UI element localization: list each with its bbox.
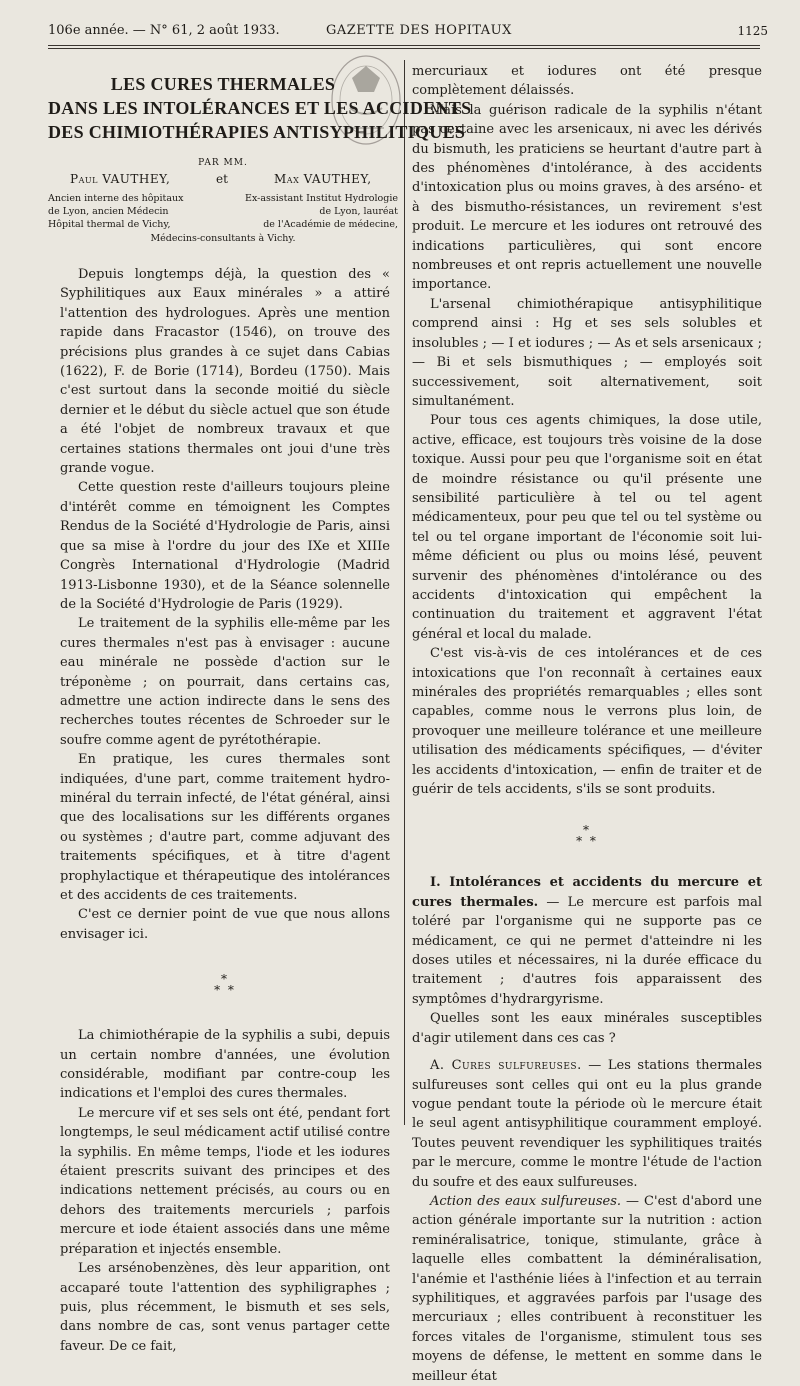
- affiliation-1-line: Ancien interne des hôpitaux: [48, 193, 184, 204]
- header-rule-top: [48, 45, 760, 46]
- paragraph: C'est vis-à-vis de ces intolérances et de ces intoxications que l'on reconnaît à certaines eaux minérales des propriétés remarquables ; elles sont capables, comme nous le verrons plus loin, de provoquer une meilleure tolérance et une meilleure utilisation des médicaments spécifiques, — d'éviter les accidents d'intoxication, — enfin de traiter et de guérir de tels accidents, s'ils se sont produits.: [412, 646, 762, 798]
- paragraph: Cette question reste d'ailleurs toujours pleine d'intérêt comme en témoignent les Comptes Rendus de la Société d'Hydrologie de Paris, ainsi que sa mise à l'ordre du jour des IXe et XIIIe Congrès International d'Hydrologie (Madrid 1913-Lisbonne 1930), et de la Séance solennelle de la Société d'Hydrologie de Paris (1929).: [60, 480, 390, 612]
- article-title-line-3: DES CHIMIOTHÉRAPIES ANTISYPHILITIQUES: [48, 122, 466, 142]
- article-title-line-2: DANS LES INTOLÉRANCES ET LES ACCIDENTS: [48, 98, 472, 118]
- affiliation-2-line: Ex-assistant Institut Hydrologie: [245, 193, 398, 204]
- page-number: 1125: [737, 24, 768, 38]
- affiliation-2: [226, 192, 398, 231]
- author-2: Max VAUTHEY,: [274, 172, 372, 186]
- article-title-block: [48, 72, 472, 245]
- by-line: PAR MM.: [198, 158, 248, 168]
- paragraph: Le traitement de la syphilis elle-même par les cures thermales n'est pas à envisager : aucune eau minérale ne possède d'action sur le tréponème ; on pourrait, dans certains cas, admettre une action indirecte dans le sens des recherches toutes récentes de Schroeder sur le soufre comme agent de pyrétothérapie.: [60, 616, 390, 748]
- action-text: — C'est d'abord une action générale importante sur la nutrition : action reminéralisatrice, tonique, stimulante, grâce à laquelle elles combattent la déminéralisation, l'anémie et l'asthénie liées à l'infection et au terrain syphilitiques, et aggravées parfois par l'usage des mercuriaux ; elles contribuent à reconstituer les forces vitales de l'organisme, stimulent tous ses moyens de défense, le mettent en somme dans le meilleur état: [412, 1193, 762, 1384]
- author-1: Paul VAUTHEY,: [70, 172, 171, 186]
- affiliation-1: [48, 192, 218, 231]
- section-1-text: — Le mercure est parfois mal toléré par l'organisme qui ne supporte pas ce médicament, ce qui ne permet d'atteindre ni les doses utiles et nécessaires, ni la durée efficace du traitement ; d'autres fois apparaissent des symptômes d'hydrargyrisme.: [412, 894, 762, 1007]
- section-1-paragraph: [412, 873, 762, 1009]
- paragraph: Mais la guérison radicale de la syphilis n'étant pas certaine avec les arsenicaux, ni avec les dérivés du bismuth, les praticiens se heurtant d'autre part à des phénomènes d'intolérance, à des accidents d'intoxication plus ou moins graves, à des arséno- et à des bismutho-résistances, un revirement s'est produit. Le mercure et les iodures ont retrouvé des indications particulières, qui sont encore nombreuses et ont repris actuellement une nouvelle importance.: [412, 102, 762, 293]
- affiliations: [48, 192, 398, 232]
- affiliation-1-line: Hôpital thermal de Vichy,: [48, 219, 171, 230]
- action-label: Action des eaux sulfureuses.: [430, 1193, 621, 1209]
- authors: [48, 172, 398, 192]
- issue-info: 106e année. — N° 61, 2 août 1933.: [48, 23, 280, 38]
- paragraph: mercuriaux et iodures ont été presque complètement délaissés.: [412, 64, 762, 99]
- affiliation-2-line: de Lyon, lauréat: [319, 206, 398, 217]
- author-conjunction: et: [216, 172, 228, 186]
- consultants-line: Médecins-consultants à Vichy.: [150, 233, 296, 244]
- left-column: [60, 265, 390, 1356]
- paragraph: En pratique, les cures thermales sont indiquées, d'une part, comme traitement hydro-minéral du terrain infecté, de l'état général, ainsi que des localisations sur les différents organes ou systèmes ; d'autre part, comme adjuvant des traitements spécifiques, et à titre d'agent prophylactique et thérapeutique des intolérances et des accidents de ces traitements.: [60, 752, 390, 903]
- paragraph: Pour tous ces agents chimiques, la dose utile, active, efficace, est toujours très voisine de la dose toxique. Aussi pour peu que l'organisme soit en état de moindre résistance ou qu'il présente une sensibilité particulière à tel ou tel agent médicamenteux, pour peu que tel ou tel système ou tel ou tel organe important de l'économie soit lui-même déficient ou plus ou moins lésé, peuvent survenir des phénomènes d'intolérance ou des accidents d'intoxication qui empêchent la continuation du traitement et aggravent l'état général et local du malade.: [412, 413, 762, 642]
- paragraph: Le mercure vif et ses sels ont été, pendant fort longtemps, le seul médicament actif utilisé contre la syphilis. En même temps, l'iode et les iodures étaient prescrits suivant des principes et des indications nettement précisés, au cours ou en dehors des traitements mercuriels ; parfois mercure et iode étaient associés dans une même préparation et injectés ensemble.: [60, 1105, 391, 1257]
- section-a-paragraph: [412, 1056, 762, 1192]
- right-column: [412, 62, 762, 1386]
- section-a-text: — Les stations thermales sulfureuses sont celles qui ont eu la plus grande vogue pendant toute la période où le mercure était le seul agent antisyphilitique couramment employé. Toutes peuvent revendiquer les syphilitiques traités par le mercure, comme le montre l'étude de l'action du soufre et des eaux sulfureuses.: [412, 1058, 763, 1190]
- paragraph: Les arsénobenzènes, dès leur apparition, ont accaparé toute l'attention des syphiligraphes ; puis, plus récemment, le bismuth et ses sels, dans nombre de cas, sont venus partager cette faveur. De ce fait,: [60, 1261, 390, 1354]
- section-separator: * * *: [576, 823, 598, 849]
- running-header: [48, 20, 768, 42]
- paragraph: Depuis longtemps déjà, la question des « Syphilitiques aux Eaux minérales » a attiré l'attention des hydrologues. Après une mention rapide dans Fracastor (1546), on trouve des précisions plus grandes à ce sujet dans Cabias (1622), F. de Borie (1714), Bordeu (1750). Mais c'est surtout dans la seconde moitié du siècle dernier et le début du siècle actuel que son étude a été l'objet de nombreux travaux et que certaines stations thermales ont joui d'une très grande vogue.: [60, 267, 390, 477]
- paragraph: Quelles sont les eaux minérales susceptibles d'agir utilement dans ces cas ?: [412, 1011, 762, 1046]
- article-title-line-1: LES CURES THERMALES: [110, 74, 336, 94]
- affiliation-2-line: de l'Académie de médecine,: [263, 219, 398, 230]
- action-paragraph: [412, 1192, 762, 1386]
- column-divider: [404, 60, 405, 1125]
- paragraph: L'arsenal chimiothérapique antisyphilitique comprend ainsi : Hg et ses sels solubles et insolubles ; — I et iodures ; — As et sels arsenicaux ; — Bi et sels bismuthiques ; — employés soit successivement, soit alternativement, soit simultanément.: [412, 296, 762, 409]
- section-separator: * * *: [214, 972, 236, 998]
- journal-title: GAZETTE DES HOPITAUX: [326, 23, 512, 38]
- section-1-heading: I. Intolérances et accidents du mercure et cures thermales.: [412, 875, 762, 910]
- affiliation-1-line: de Lyon, ancien Médecin: [48, 206, 169, 217]
- paragraph: La chimiothérapie de la syphilis a subi, depuis un certain nombre d'années, une évolution considérable, modifiant par contre-coup les indications et l'emploi des cures thermales.: [60, 1028, 390, 1102]
- section-a-label: A. Cures sulfureuses.: [430, 1058, 582, 1074]
- paragraph: C'est ce dernier point de vue que nous allons envisager ici.: [60, 907, 390, 942]
